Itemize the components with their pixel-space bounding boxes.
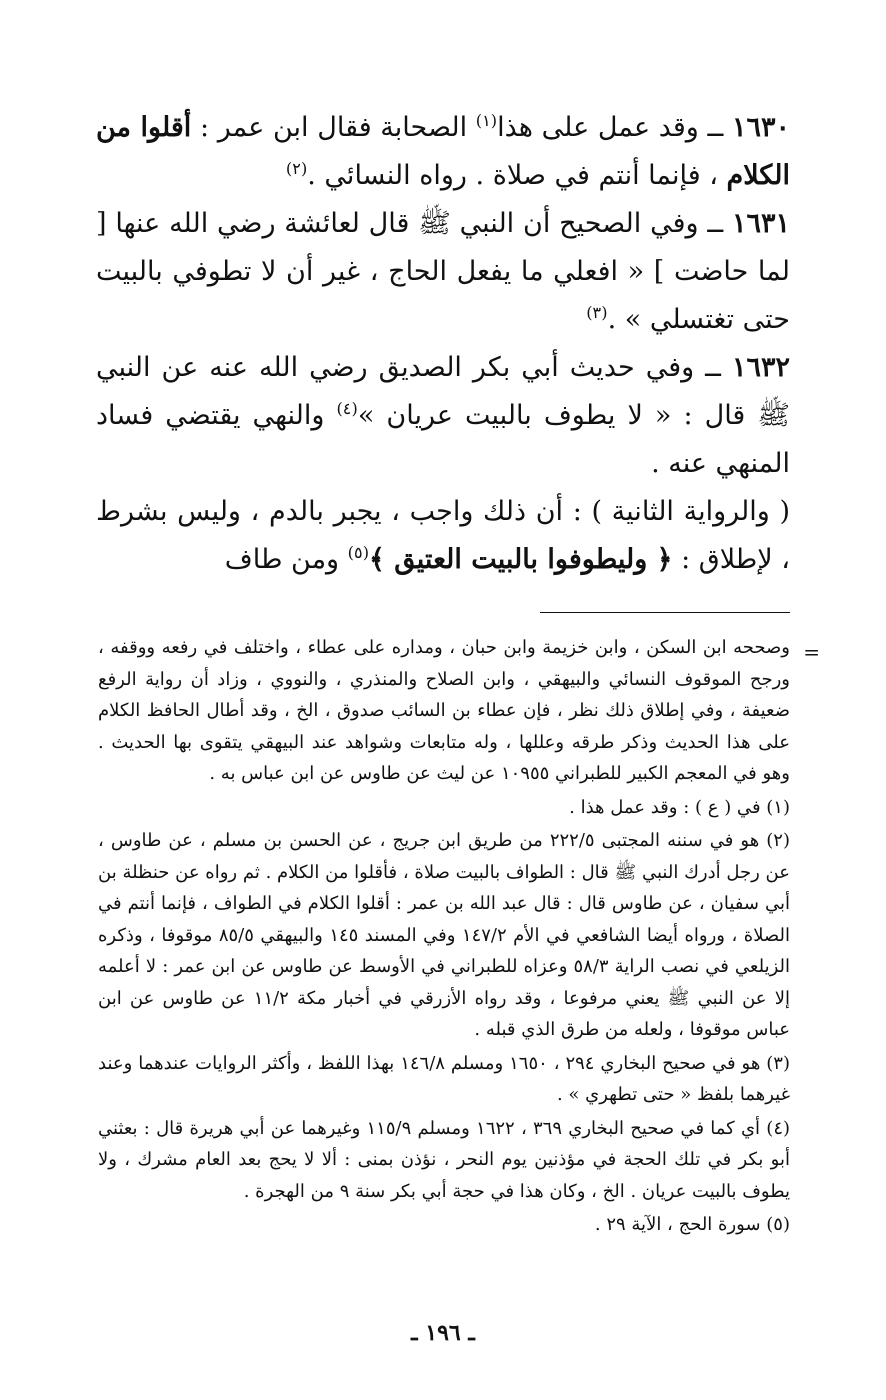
paragraph-text: ( والرواية الثانية ) : أن ذلك واجب ، يجبر بالدم ، وليس بشرط ، لإطلاق : xyxy=(96,496,790,575)
footnote-ref: (٤) xyxy=(336,399,358,418)
footnote-5: (٥) سورة الحج ، الآية ٢٩ . xyxy=(594,1214,790,1235)
paragraph-1630 xyxy=(96,104,790,200)
paragraph-number: ١٦٣٢ xyxy=(731,352,790,383)
footnote-1: (١) في ( ع ) : وقد عمل هذا . xyxy=(569,796,790,818)
footnote-ref: (٣) xyxy=(586,303,608,322)
paragraph-second-narration xyxy=(96,488,790,584)
footnote-4: (٤) أي كما في صحيح البخاري ٣٦٩ ، ١٦٢٢ ومسلم ١١٥/٩ وغيرهما عن أبي هريرة قال : بعثني أبو بكر في تلك الحجة في مؤذنين يوم النحر ، نؤذن بمنى : ألا لا يحج بعد العام مشرك ، ولا يطوف بالبيت عريان . الخ ، وكان هذا في حجة أبي بكر سنة ٩ من الهجرة . xyxy=(98,1117,791,1202)
footnote-ref: (١) xyxy=(475,111,498,130)
footnote-ref: (٢) xyxy=(285,159,308,178)
continuation-mark: = xyxy=(803,640,820,664)
paragraph-text: ــ وفي حديث أبي بكر الصديق رضي الله عنه عن النبي ﷺ قال : « لا يطوف بالبيت عريان » xyxy=(96,352,790,431)
page-number: ـ ١٩٦ ـ xyxy=(411,1320,475,1346)
paragraph-text: ــ وفي الصحيح أن النبي ﷺ قال لعائشة رضي الله عنها [ لما حاضت ] « افعلي ما يفعل الحاج ، غير أن لا تطوفي بالبيت حتى تغتسلي » . xyxy=(96,208,790,335)
footnote-continued: وصححه ابن السكن ، وابن خزيمة وابن حبان ، ومداره على عطاء ، واختلف في رفعه ووقفه ، ورجح الموقوف النسائي والبيهقي ، وابن الصلاح والمنذري ، والنووي ، وزاد أن رواية الرفع ضعيفة ، وفي إطلاق ذلك نظر ، فإن عطاء بن السائب صدوق ، الخ ، وقد أطال الحافظ الكلام على هذا الحديث وذكر طرقه وعللها ، وله متابعات وشواهد عند البيهقي يتقوى بها الحديث . وهو في المعجم الكبير للطبراني ١٠٩٥٥ عن ليث عن طاوس عن ابن عباس به . xyxy=(98,637,790,784)
paragraph-number: ١٦٣١ xyxy=(731,208,790,239)
paragraph-text: ومن طاف xyxy=(224,544,348,575)
main-text xyxy=(96,104,790,584)
footnote-2: (٢) هو في سننه المجتبى ٢٢٢/٥ من طريق ابن جريج ، عن الحسن بن مسلم ، عن طاوس ، عن رجل أدرك النبي ﷺ قال : الطواف بالبيت صلاة ، فأقلوا من الكلام . ثم رواه عن حنظلة بن أبي سفيان ، عن طاوس قال : قال عبد الله بن عمر : أقلوا الكلام في الطواف ، فإنما أنتم في الصلاة ، ورواه أيضا الشافعي في الأم ١٤٧/٢ وفي المسند ١٤٥ والبيهقي ٨٥/٥ موقوفا ، وذكره الزيلعي في نصب الراية ٥٨/٣ وعزاه للطبراني في الأوسط عن طاوس عن ابن عمر : لا أعلمه إلا عن النبي ﷺ يعني مرفوعا ، وقد رواه الأزرقي في أخبار مكة ١١/٢ عن طاوس عن ابن عباس موقوفا ، ولعله من طرق الذي قبله . xyxy=(98,830,791,1040)
quran-verse: ﴿ وليطوفوا بالبيت العتيق ﴾ xyxy=(369,544,673,575)
footnote-separator xyxy=(540,612,790,613)
paragraph-text: والنهي يقتضي فساد المنهي عنه . xyxy=(96,400,790,479)
paragraph-1631 xyxy=(96,200,790,344)
paragraph-number: ١٦٣٠ xyxy=(731,112,790,143)
footnote-ref: (٥) xyxy=(347,543,370,562)
footnote-3: (٣) هو في صحيح البخاري ٢٩٤ ، ١٦٥٠ ومسلم ١٤٦/٨ بهذا اللفظ ، وأكثر الروايات عندهما وعند غيرهما بلفظ « حتى تطهري » . xyxy=(98,1052,790,1105)
paragraph-text: الصحابة فقال ابن عمر : xyxy=(191,112,476,143)
footnotes xyxy=(98,632,790,1243)
paragraph-text: ــ وقد عمل على هذا xyxy=(497,112,732,143)
quoted-text: أقلوا من الكلام xyxy=(96,112,790,191)
paragraph-1632 xyxy=(96,344,790,488)
paragraph-text: ، فإنما أنتم في صلاة . رواه النسائي . xyxy=(307,160,727,191)
